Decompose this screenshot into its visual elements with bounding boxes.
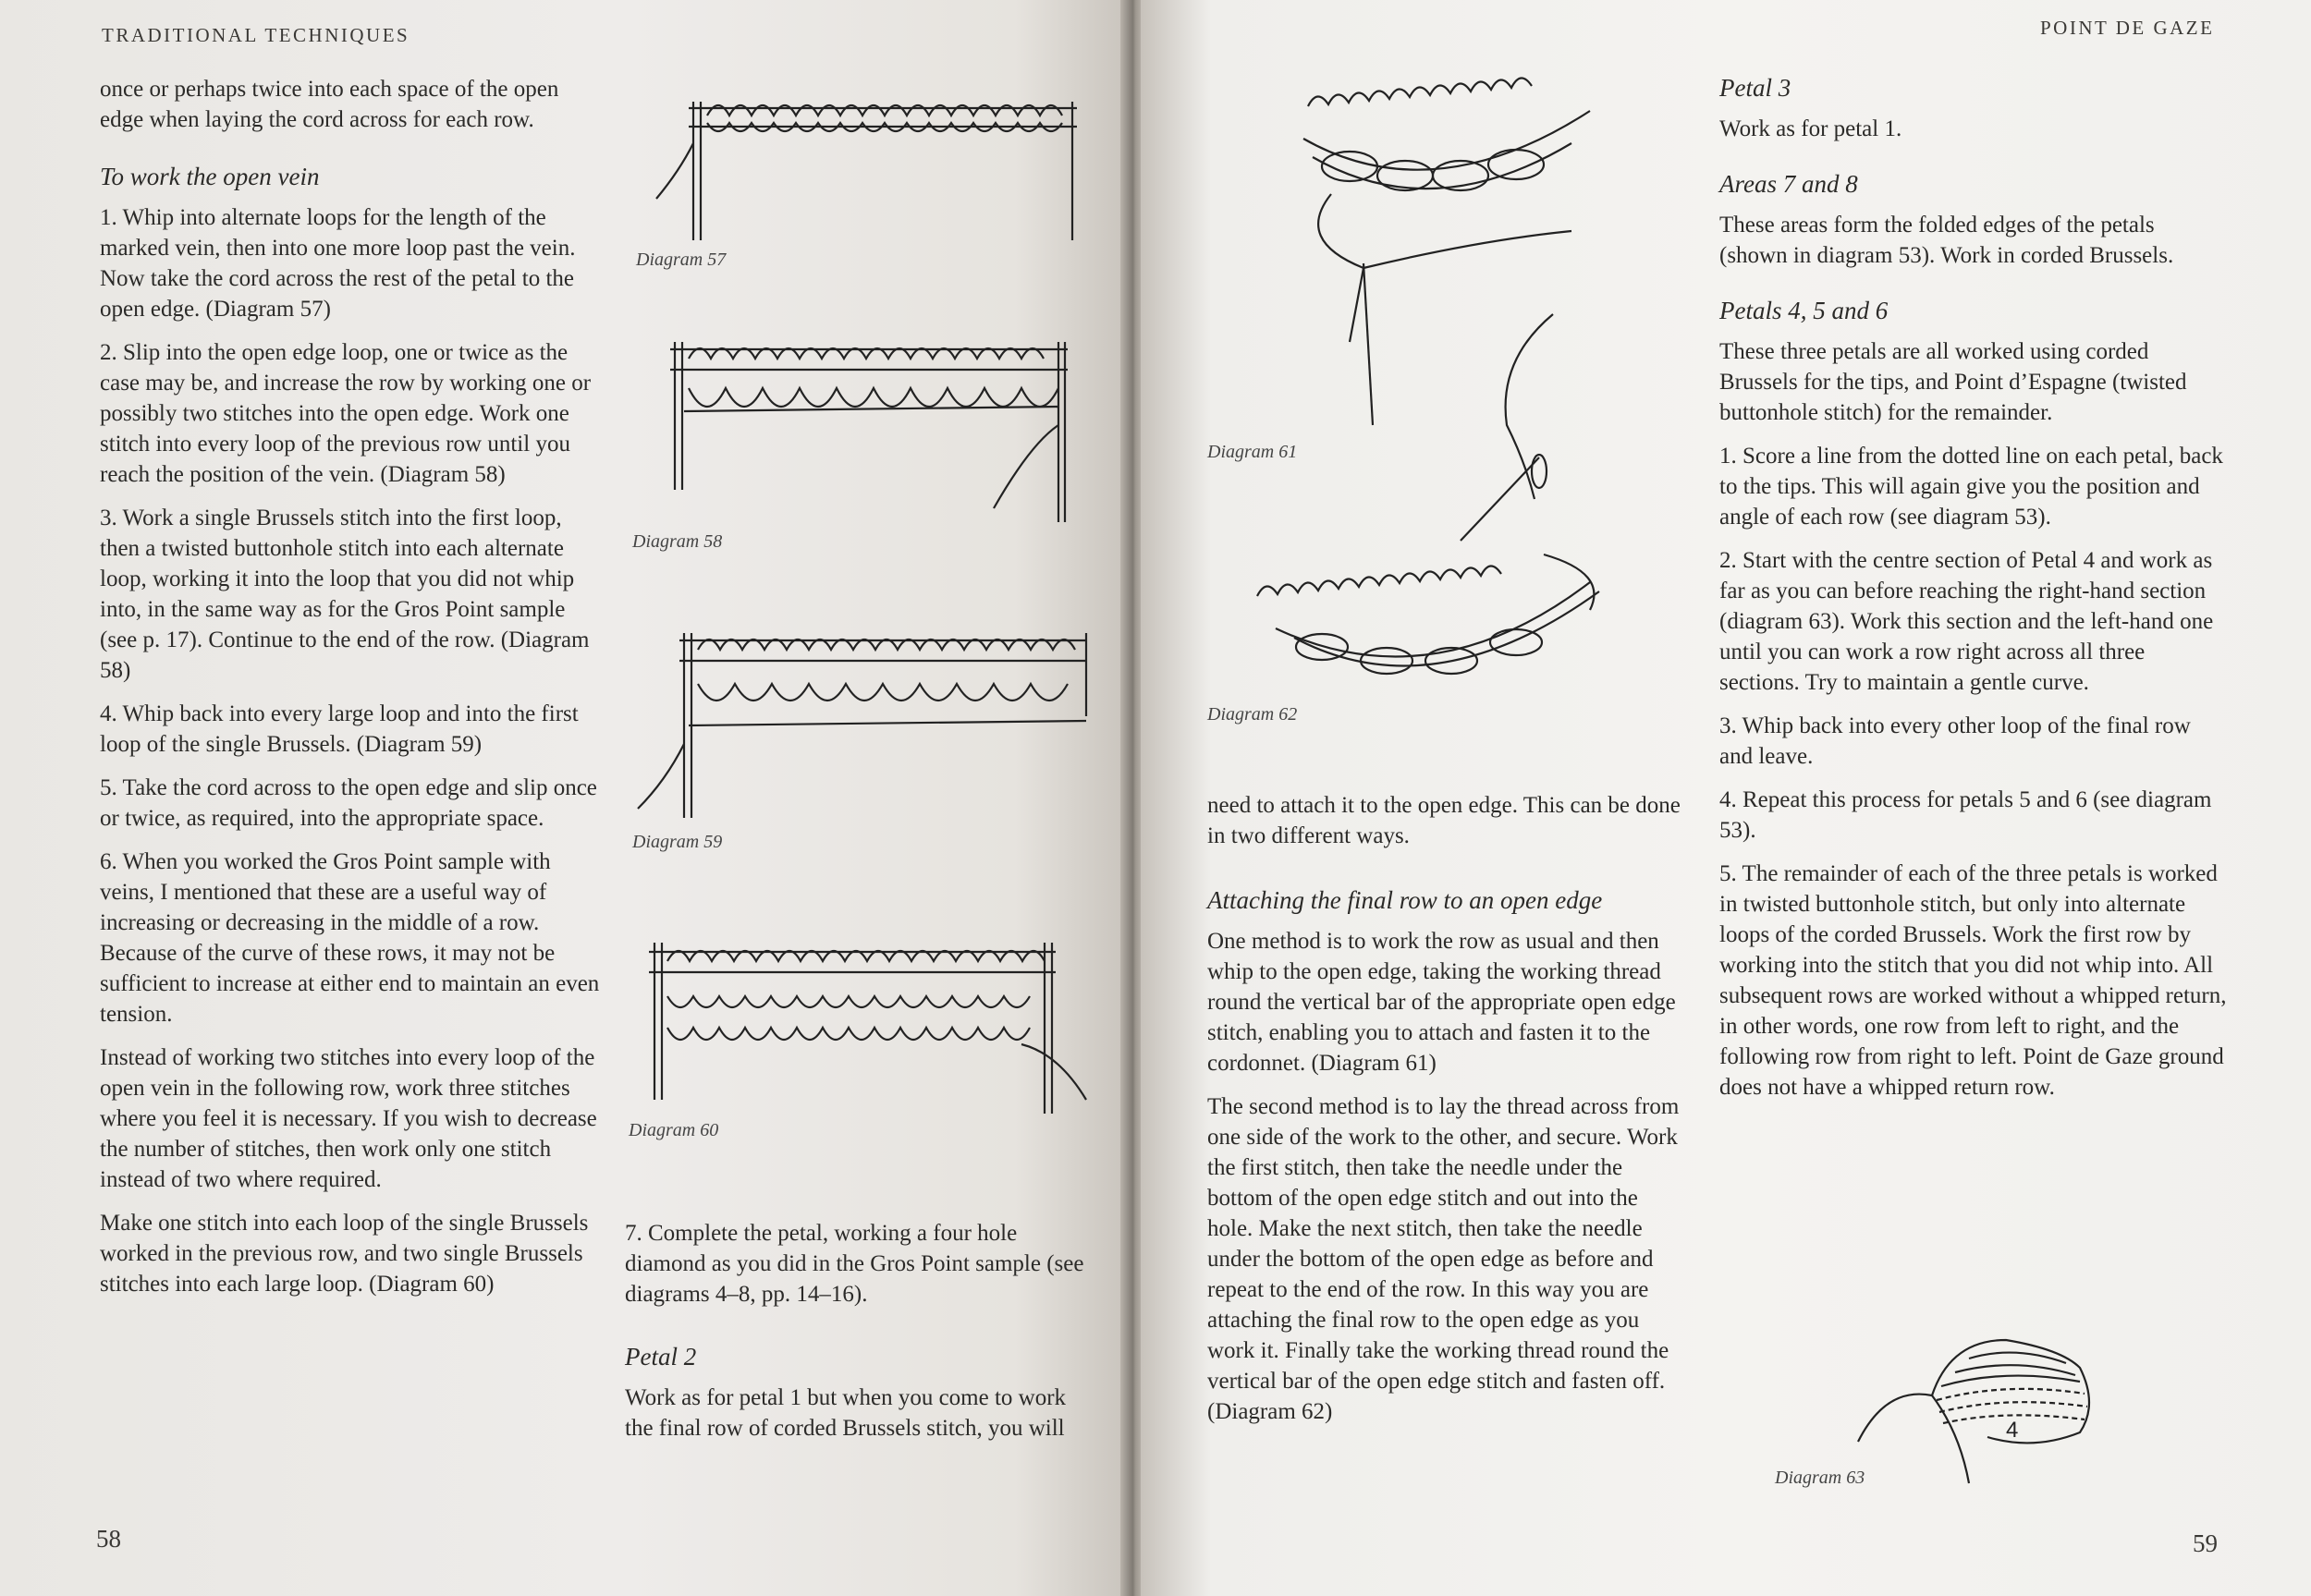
left-column-2-text — [625, 1218, 1087, 1456]
diagram-58-illustration — [647, 323, 1091, 527]
petal-step-1: 1. Score a line from the dotted line on each petal, back to the tips. This will again give you the position and angle of each row (see diagram 53). — [1719, 444, 2223, 530]
step-7: 7. Complete the petal, working a four hole diamond as you did in the Gros Point sample (see diagrams 4–8, pp. 14–16). — [625, 1221, 1084, 1307]
heading-petal-3: Petal 3 — [1719, 74, 1791, 102]
continued-paragraph: need to attach it to the open edge. This can be done in two different ways. — [1207, 793, 1681, 848]
petals-4-5-6-text: These three petals are all worked using corded Brussels for the tips, and Point d’Espagne (twisted buttonhole stitch) for the remainder. — [1719, 339, 2187, 425]
right-column-2-text — [1719, 74, 2228, 1115]
page-number-left: 58 — [96, 1525, 121, 1553]
step-2: 2. Slip into the open edge loop, one or twice as the case may be, and increase the row by working one or possibly two stitches into the open edge. Work one stitch into every loop of the previous row until you reach the position of the vein. (Diagram 58) — [100, 340, 592, 487]
diagram-60-illustration — [638, 924, 1091, 1118]
step-3: 3. Work a single Brussels stitch into the first loop, then a twisted buttonhole stitch into each alternate loop, working it into the loop that you did not whip into, in the same way as for the Gros Point sample (see p. 17). Continue to the end of the row. (Diagram 58) — [100, 506, 590, 683]
page-number-right: 59 — [2193, 1529, 2218, 1557]
caption-diagram-57: Diagram 57 — [636, 250, 727, 270]
step-1: 1. Whip into alternate loops for the length of the marked vein, then into one more loop past the vein. Now take the cord across the rest of the petal to the open edge. (Diagram 57) — [100, 205, 576, 322]
caption-diagram-62: Diagram 62 — [1207, 704, 1298, 725]
heading-attaching-final-row: Attaching the final row to an open edge — [1207, 886, 1603, 914]
method-2-paragraph: The second method is to lay the thread across from one side of the work to the other, and secure. Work the first stitch, then take the needle under the bottom of the open edge stitch and out into the hole. Make the next stitch, then take the needle under the bottom of the open edge as before and repeat to the end of the row. In this way you are attaching the final row to the open edge as you work it. Finally take the working thread round the vertical bar of the open edge stitch and fasten off. (Diagram 62) — [1207, 1094, 1680, 1424]
heading-petals-4-5-6: Petals 4, 5 and 6 — [1719, 297, 1889, 324]
paragraph-make-one: Make one stitch into each loop of the single Brussels worked in the previous row, and two single Brussels stitches into each large loop. (Diagram 60) — [100, 1211, 589, 1297]
intro-paragraph: once or perhaps twice into each space of the open edge when laying the cord across for each row. — [100, 77, 559, 132]
right-column-1-text — [1207, 790, 1688, 1440]
petal-step-2: 2. Start with the centre section of Petal 4 and work as far as you can before reaching the right-hand section (diagram 63). Work this section and the left-hand one until you can work a row right across all three sections. Try to maintain a gentle curve. — [1719, 548, 2214, 695]
heading-areas-7-8: Areas 7 and 8 — [1719, 170, 1858, 198]
left-column-1 — [100, 74, 606, 1312]
petal-step-5: 5. The remainder of each of the three petals is worked in twisted buttonhole stitch, but only into alternate loops of the corded Brussels. Work the first row by working into the stitch that you did not whip into. All subsequent rows are worked without a whipped return, in other words, one row from left to right, and the following row from right to left. Point de Gaze ground does not have a whipped return row. — [1719, 861, 2227, 1100]
running-head-left: TRADITIONAL TECHNIQUES — [102, 24, 410, 46]
caption-diagram-63: Diagram 63 — [1775, 1468, 1865, 1488]
petal-3-text: Work as for petal 1. — [1719, 116, 1902, 141]
diagram-63-illustration — [1849, 1331, 2108, 1497]
diagram-57-illustration — [638, 79, 1100, 250]
diagram-59-illustration — [629, 615, 1091, 827]
step-5: 5. Take the cord across to the open edge and slip once or twice, as required, into the appropriate space. — [100, 775, 597, 831]
caption-diagram-58: Diagram 58 — [632, 531, 723, 552]
caption-diagram-60: Diagram 60 — [629, 1120, 719, 1140]
paragraph-instead: Instead of working two stitches into every loop of the open vein in the following row, work three stitches where you feel it is necessary. If you wish to decrease the number of stitches, then work only one stitch instead of two where required. — [100, 1045, 597, 1192]
petal-2-text: Work as for petal 1 but when you come to work the final row of corded Brussels stitch, you will — [625, 1385, 1067, 1441]
step-6: 6. When you worked the Gros Point sample with veins, I mentioned that these are a useful way of increasing or decreasing in the middle of a row. Because of the curve of these rows, it may not be sufficient to increase at either end to maintain an even tension. — [100, 849, 600, 1027]
diagram-62-illustration — [1248, 305, 1618, 712]
caption-diagram-61: Diagram 61 — [1207, 442, 1298, 462]
caption-diagram-59: Diagram 59 — [632, 832, 723, 852]
method-1-paragraph: One method is to work the row as usual and then whip to the open edge, taking the working thread round the vertical bar of the appropriate open edge stitch, enabling you to attach and fasten it to the cordonnet. (Diagram 61) — [1207, 929, 1676, 1076]
areas-text: These areas form the folded edges of the petals (shown in diagram 53). Work in corded Brussels. — [1719, 213, 2174, 268]
petal-step-3: 3. Whip back into every other loop of the final row and leave. — [1719, 713, 2191, 769]
diagram-63-petal-label: 4 — [2006, 1418, 2019, 1443]
heading-petal-2: Petal 2 — [625, 1343, 697, 1371]
section-heading-open-vein: To work the open vein — [100, 163, 320, 190]
running-head-right: POINT DE GAZE — [2040, 17, 2215, 39]
step-4: 4. Whip back into every large loop and into the first loop of the single Brussels. (Diagram 59) — [100, 701, 579, 757]
petal-step-4: 4. Repeat this process for petals 5 and 6 (see diagram 53). — [1719, 787, 2212, 843]
